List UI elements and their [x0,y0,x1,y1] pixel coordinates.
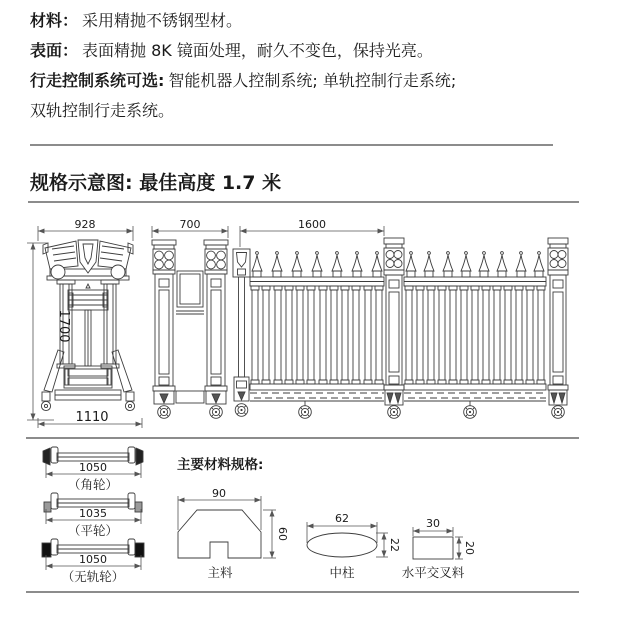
spec-label: 表面： [30,41,79,60]
spec-line-control-systems-cont [30,96,560,126]
spec-value: 表面精抛 8K 镜面处理，耐久不变色，保持光亮。 [82,41,433,60]
profile-center-post [307,512,401,580]
axle-label: （角轮） [67,477,119,492]
axle-label: （平轮） [67,523,119,538]
profile-label: 水平交叉料 [401,565,465,580]
diagram-heading: 规格示意图: 最佳高度 1.7 米 [30,172,282,194]
spec-line-surface [30,36,560,66]
divider-bottom [26,591,579,593]
profile-height: 60 [276,527,289,541]
connector-post [233,249,250,416]
spec-label: 材料： [30,11,79,30]
axle-label: （无轨轮） [61,569,125,584]
profile-width: 30 [426,517,440,530]
spec-line-control-systems [30,66,560,96]
axle-dim: 1050 [79,553,107,566]
fence-section-2 [404,252,546,419]
profile-main-material [178,487,289,580]
profile-height: 20 [463,541,476,555]
gate-diagram [0,208,640,440]
spec-line-material [30,6,560,36]
divider-top [30,144,553,146]
axle-corner-wheel [43,447,143,492]
fence-section-1 [250,252,384,419]
axle-dim: 1035 [79,507,107,520]
materials-heading: 主要材料规格: [177,457,264,473]
axle-flat-wheel [44,493,142,538]
gate-head-side-view [152,240,228,418]
end-post [548,238,568,418]
profile-label: 主料 [207,565,233,580]
spec-label: 行走控制系统可选: [30,71,165,90]
dim-700: 700 [179,218,201,231]
profile-width: 62 [335,512,349,525]
profile-label: 中柱 [329,565,355,580]
profile-width: 90 [212,487,226,500]
components-diagram [0,438,640,595]
dim-1600: 1600 [298,218,326,231]
dim-1110: 1110 [75,410,109,425]
dim-1700: 1700 [56,309,71,343]
axle-dim: 1050 [79,461,107,474]
intermediate-post [384,238,404,418]
profile-cross-bar [402,517,476,580]
spec-value: 双轨控制行走系统。 [30,101,175,120]
spec-value: 采用精抛不锈钢型材。 [82,11,243,30]
profile-height: 22 [388,538,401,552]
material-specs-text [30,6,560,126]
spec-value: 智能机器人控制系统; 单轨控制行走系统; [168,71,457,90]
divider-heading [28,201,579,203]
dim-928: 928 [74,218,96,231]
axle-trackless-wheel [42,539,144,584]
gate-head-front-view [41,240,134,411]
